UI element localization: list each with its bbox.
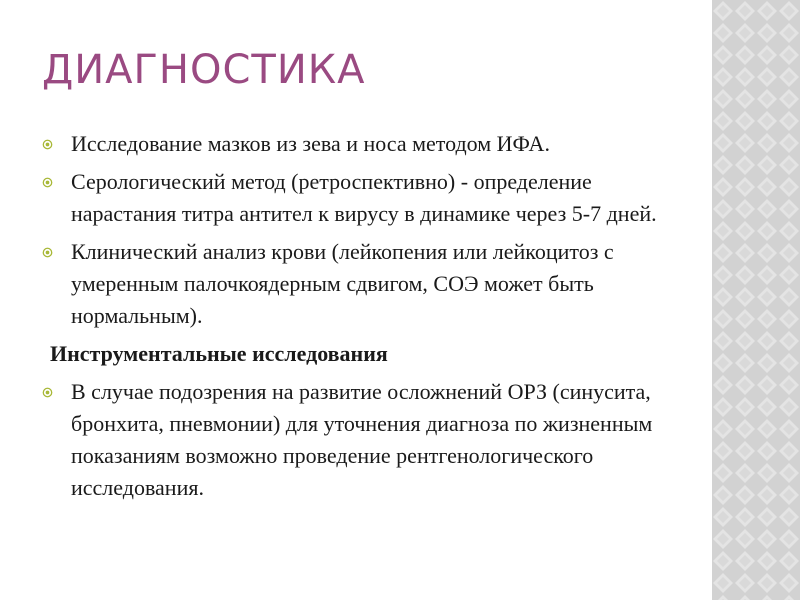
bullet-ring-icon — [42, 247, 53, 258]
bullet-text: В случае подозрения на развитие осложнений ОРЗ (синусита, бронхита, пневмонии) для уточнения диагноза по жизненным показаниям возможно проведение рентгенологического исследования. — [71, 379, 653, 500]
bullet-text: Серологический метод (ретроспективно) - определение нарастания титра антител к вирусу в динамике через 5-7 дней. — [71, 169, 657, 226]
bullet-item — [0, 236, 671, 332]
bullet-text: Исследование мазков из зева и носа методом ИФА. — [71, 131, 550, 156]
bullet-ring-icon — [42, 177, 53, 188]
slide-title: ДИАГНОСТИКА — [42, 47, 366, 93]
bullet-ring-icon — [42, 139, 53, 150]
section-subheading: Инструментальные исследования — [50, 341, 388, 366]
bullet-text: Клинический анализ крови (лейкопения или лейкоцитоз с умеренным палочкоядерным сдвигом, СОЭ может быть нормальным). — [71, 239, 614, 328]
bullet-ring-icon — [42, 387, 53, 398]
decorative-side-pattern — [712, 0, 800, 600]
bullet-item — [0, 166, 671, 230]
slide-content — [0, 128, 700, 510]
bullet-item — [0, 128, 671, 160]
bullet-item — [0, 376, 671, 504]
